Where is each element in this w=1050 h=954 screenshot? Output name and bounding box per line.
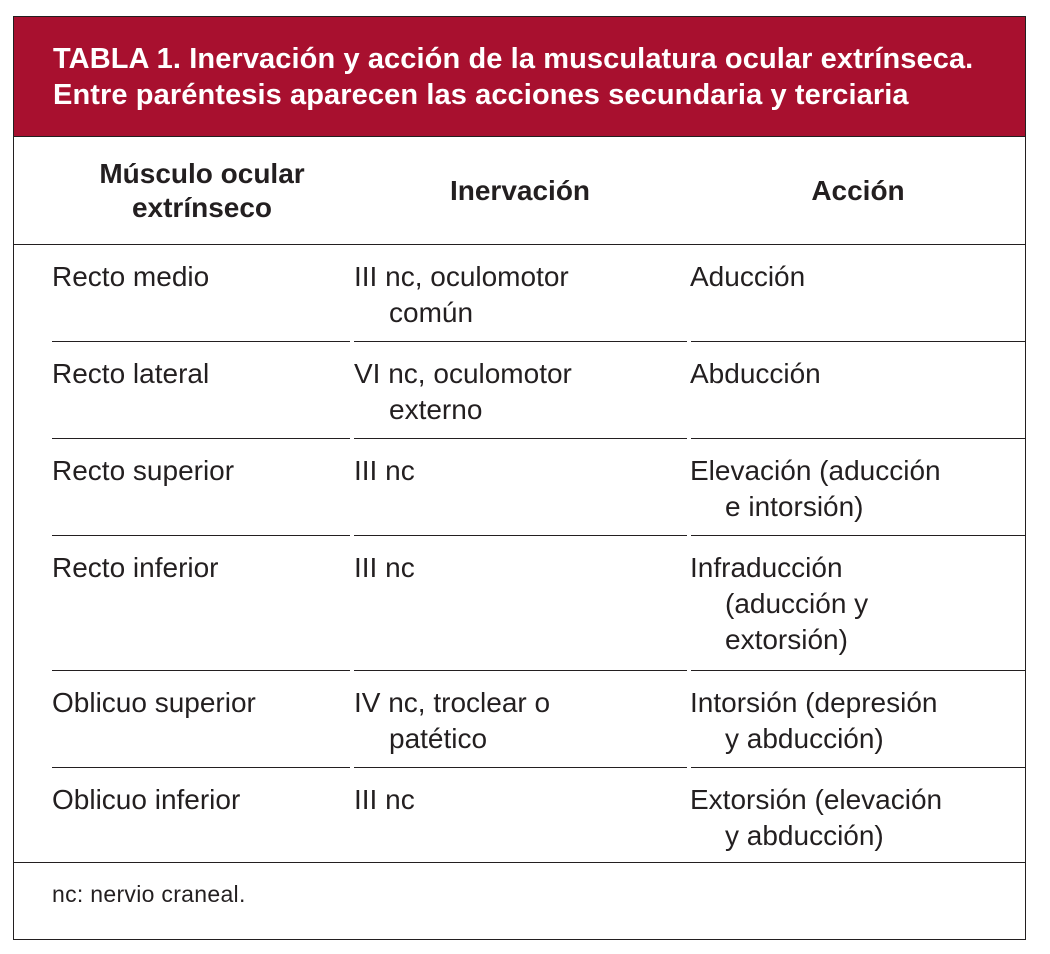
- table-title: [14, 17, 1025, 137]
- header-innervation: Inervación: [449, 175, 591, 206]
- cell-innervation: [354, 259, 569, 331]
- table-row: [14, 245, 1025, 342]
- cell-innervation-line: común: [389, 297, 474, 328]
- cell-action: [690, 453, 941, 525]
- cell-muscle: [52, 685, 256, 721]
- cell-innervation: [354, 685, 550, 757]
- cell-action-line: Infraducción: [690, 552, 843, 583]
- table-frame: [13, 16, 1026, 940]
- table-row: [14, 342, 1025, 439]
- table-row: [14, 768, 1025, 862]
- cell-muscle-line: Recto inferior: [52, 552, 219, 583]
- cell-action-line: Abducción: [690, 358, 821, 389]
- cell-action: [690, 356, 821, 392]
- cell-muscle: [52, 550, 219, 586]
- cell-innervation-line: III nc: [354, 455, 415, 486]
- header-muscle: [52, 137, 352, 245]
- cell-innervation-line: III nc, oculomotor: [354, 261, 569, 292]
- cell-muscle-line: Recto superior: [52, 455, 235, 486]
- footer-divider: [14, 862, 1025, 863]
- table-row: [14, 536, 1025, 671]
- cell-innervation-line: externo: [389, 394, 483, 425]
- cell-innervation: [354, 356, 572, 428]
- table-row: [14, 671, 1025, 768]
- cell-muscle-line: Recto lateral: [52, 358, 210, 389]
- cell-innervation-line: VI nc, oculomotor: [354, 358, 572, 389]
- cell-action-line: Extorsión (elevación: [690, 784, 943, 815]
- cell-action: [690, 782, 942, 854]
- cell-muscle: [52, 356, 209, 392]
- cell-action-line: Aducción: [690, 261, 806, 292]
- header-muscle-line-2: extrínseco: [131, 192, 273, 223]
- cell-muscle-line: Recto medio: [52, 261, 210, 292]
- cell-muscle: [52, 259, 209, 295]
- cell-action-line: (aducción y: [725, 588, 869, 619]
- cell-muscle-line: Oblicuo inferior: [52, 784, 241, 815]
- cell-action: [690, 550, 868, 658]
- footnote: nc: nervio craneal.: [52, 881, 246, 907]
- cell-action-line: extorsión): [725, 624, 848, 655]
- cell-action-line: y abducción): [725, 723, 884, 754]
- cell-innervation-line: IV nc, troclear o: [354, 687, 551, 718]
- cell-action-line: Elevación (aducción: [690, 455, 941, 486]
- cell-muscle-line: Oblicuo superior: [52, 687, 256, 718]
- cell-muscle: [52, 453, 234, 489]
- table-title-line-2: Entre paréntesis aparecen las acciones secundaria y terciaria: [53, 79, 909, 111]
- cell-action: [690, 685, 937, 757]
- cell-innervation-line: III nc: [354, 784, 415, 815]
- cell-action-line: y abducción): [725, 820, 884, 851]
- cell-innervation: [354, 550, 415, 586]
- cell-muscle: [52, 782, 240, 818]
- cell-innervation: [354, 782, 415, 818]
- table-row: [14, 439, 1025, 536]
- cell-action-line: e intorsión): [725, 491, 864, 522]
- header-muscle-line-1: Músculo ocular: [99, 158, 305, 189]
- header-action: Acción: [811, 175, 905, 206]
- cell-innervation: [354, 453, 415, 489]
- cell-action: [690, 259, 805, 295]
- table-title-line-1: TABLA 1. Inervación y acción de la musculatura ocular extrínseca.: [53, 43, 974, 75]
- cell-innervation-line: patético: [389, 723, 488, 754]
- cell-innervation-line: III nc: [354, 552, 415, 583]
- cell-action-line: Intorsión (depresión: [690, 687, 938, 718]
